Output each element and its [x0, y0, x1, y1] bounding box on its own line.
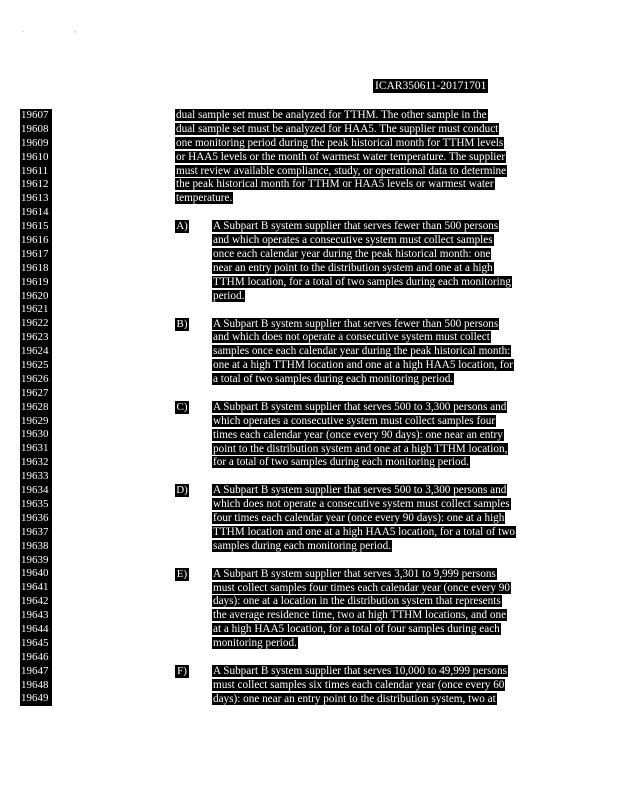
- line-number: 19608: [20, 123, 52, 137]
- text-line: must collect samples four times each calendar year (once every 90: [213, 581, 510, 594]
- line-number: 19609: [20, 137, 52, 151]
- line-number: 19614: [20, 206, 52, 220]
- line-number: 19621: [20, 303, 52, 317]
- line-number: 19626: [20, 373, 52, 387]
- line-number: 19613: [20, 192, 52, 206]
- text-line: monitoring period.: [213, 637, 297, 650]
- line-number-column: [20, 109, 52, 706]
- subsection-label: B): [176, 317, 188, 330]
- document-id-header: ICAR350611-20171701: [375, 80, 487, 92]
- line-number: 19637: [20, 526, 52, 540]
- line-number: 19632: [20, 456, 52, 470]
- text-line: which operates a consecutive system must collect samples four: [213, 414, 496, 427]
- text-line: A Subpart B system supplier that serves 500 to 3,300 persons and: [213, 400, 507, 413]
- line-number: 19636: [20, 512, 52, 526]
- line-number: 19610: [20, 151, 52, 165]
- text-line: one at a high TTHM location and one at a high HAA5 location, for: [213, 359, 513, 372]
- text-line: temperature.: [176, 192, 233, 205]
- text-line: times each calendar year (once every 90 days): one near an entry: [213, 428, 503, 441]
- subsection-text: [212, 568, 511, 651]
- text-line: which does not operate a consecutive system must collect samples: [213, 498, 510, 511]
- line-number: 19638: [20, 540, 52, 554]
- text-line: near an entry point to the distribution system and one at a high: [213, 261, 493, 274]
- line-number: 19616: [20, 234, 52, 248]
- line-number: 19635: [20, 498, 52, 512]
- line-number: 19648: [20, 679, 52, 693]
- line-number: 19627: [20, 387, 52, 401]
- text-line: TTHM location, for a total of two samples during each monitoring: [213, 275, 511, 288]
- text-line: one monitoring period during the peak historical month for TTHM levels: [176, 136, 504, 149]
- subsection-label: A): [176, 220, 188, 233]
- line-number: 19649: [20, 692, 52, 706]
- line-number: 19639: [20, 554, 52, 568]
- line-number: 19640: [20, 567, 52, 581]
- text-line: must collect samples six times each calendar year (once every 60: [213, 678, 505, 691]
- subsection-text: [212, 318, 514, 387]
- text-line: must review available compliance, study, or operational data to determine: [176, 164, 507, 177]
- text-line: samples once each calendar year during the peak historical month:: [213, 345, 511, 358]
- text-line: a total of two samples during each monitoring period.: [213, 373, 454, 386]
- text-line: dual sample set must be analyzed for TTHM. The other sample in the: [176, 109, 487, 121]
- subsection-text: [212, 401, 508, 470]
- line-number: 19629: [20, 415, 52, 429]
- text-line: A Subpart B system supplier that serves fewer than 500 persons: [213, 220, 499, 233]
- text-line: four times each calendar year (once every 90 days): one at a high: [213, 512, 505, 525]
- text-line: days): one at a location in the distribution system that represents: [213, 595, 501, 608]
- line-number: 19607: [20, 109, 52, 123]
- text-line: the average residence time, two at high TTHM locations, and one: [213, 609, 507, 622]
- subsection-label: E): [176, 567, 188, 580]
- line-number: 19631: [20, 442, 52, 456]
- line-number: 19625: [20, 359, 52, 373]
- line-number: 19644: [20, 623, 52, 637]
- text-line: or HAA5 levels or the month of warmest water temperature. The supplier: [176, 150, 506, 163]
- text-line: A Subpart B system supplier that serves 3,301 to 9,999 persons: [213, 567, 496, 580]
- line-number: 19641: [20, 581, 52, 595]
- line-number: 19628: [20, 401, 52, 415]
- line-number: 19630: [20, 428, 52, 442]
- subsection-label: D): [176, 484, 188, 497]
- text-line: for a total of two samples during each monitoring period.: [213, 456, 470, 469]
- text-line: period.: [213, 289, 245, 302]
- line-number: 19642: [20, 595, 52, 609]
- line-number: 19634: [20, 484, 52, 498]
- text-line: the peak historical month for TTHM or HAA5 levels or warmest water: [176, 178, 494, 191]
- line-number: 19615: [20, 220, 52, 234]
- text-line: TTHM location and one at a high HAA5 location, for a total of two: [213, 525, 515, 538]
- line-number: 19646: [20, 651, 52, 665]
- text-line: and which does not operate a consecutive system must collect: [213, 331, 490, 344]
- line-number: 19643: [20, 609, 52, 623]
- text-line: at a high HAA5 location, for a total of four samples during each: [213, 623, 500, 636]
- line-number: 19647: [20, 665, 52, 679]
- intro-paragraph: [175, 109, 507, 206]
- text-line: A Subpart B system supplier that serves 10,000 to 49,999 persons: [213, 665, 507, 677]
- line-number: 19624: [20, 345, 52, 359]
- line-number: 19622: [20, 317, 52, 331]
- text-line: days): one near an entry point to the distribution system, two at: [213, 692, 496, 705]
- text-line: once each calendar year during the peak historical month: one: [213, 247, 491, 260]
- line-number: 19611: [20, 165, 52, 179]
- subsection-text: [212, 665, 508, 707]
- text-line: samples during each monitoring period.: [213, 539, 392, 552]
- line-number: 19620: [20, 290, 52, 304]
- subsection-text: [212, 484, 516, 553]
- line-number: 19633: [20, 470, 52, 484]
- subsection-label: C): [176, 400, 188, 413]
- text-line: A Subpart B system supplier that serves fewer than 500 persons: [213, 317, 499, 330]
- line-number: 19619: [20, 276, 52, 290]
- line-number: 19618: [20, 262, 52, 276]
- subsection-label: F): [175, 665, 189, 678]
- line-number: 19623: [20, 331, 52, 345]
- scan-specks: . ,: [22, 25, 100, 34]
- text-line: A Subpart B system supplier that serves 500 to 3,300 persons and: [213, 484, 507, 497]
- text-line: and which operates a consecutive system must collect samples: [213, 234, 493, 247]
- text-line: dual sample set must be analyzed for HAA5. The supplier must conduct: [176, 122, 499, 135]
- text-line: point to the distribution system and one at a high TTHM location,: [213, 442, 508, 455]
- line-number: 19645: [20, 637, 52, 651]
- line-number: 19617: [20, 248, 52, 262]
- line-number: 19612: [20, 178, 52, 192]
- subsection-text: [212, 220, 512, 303]
